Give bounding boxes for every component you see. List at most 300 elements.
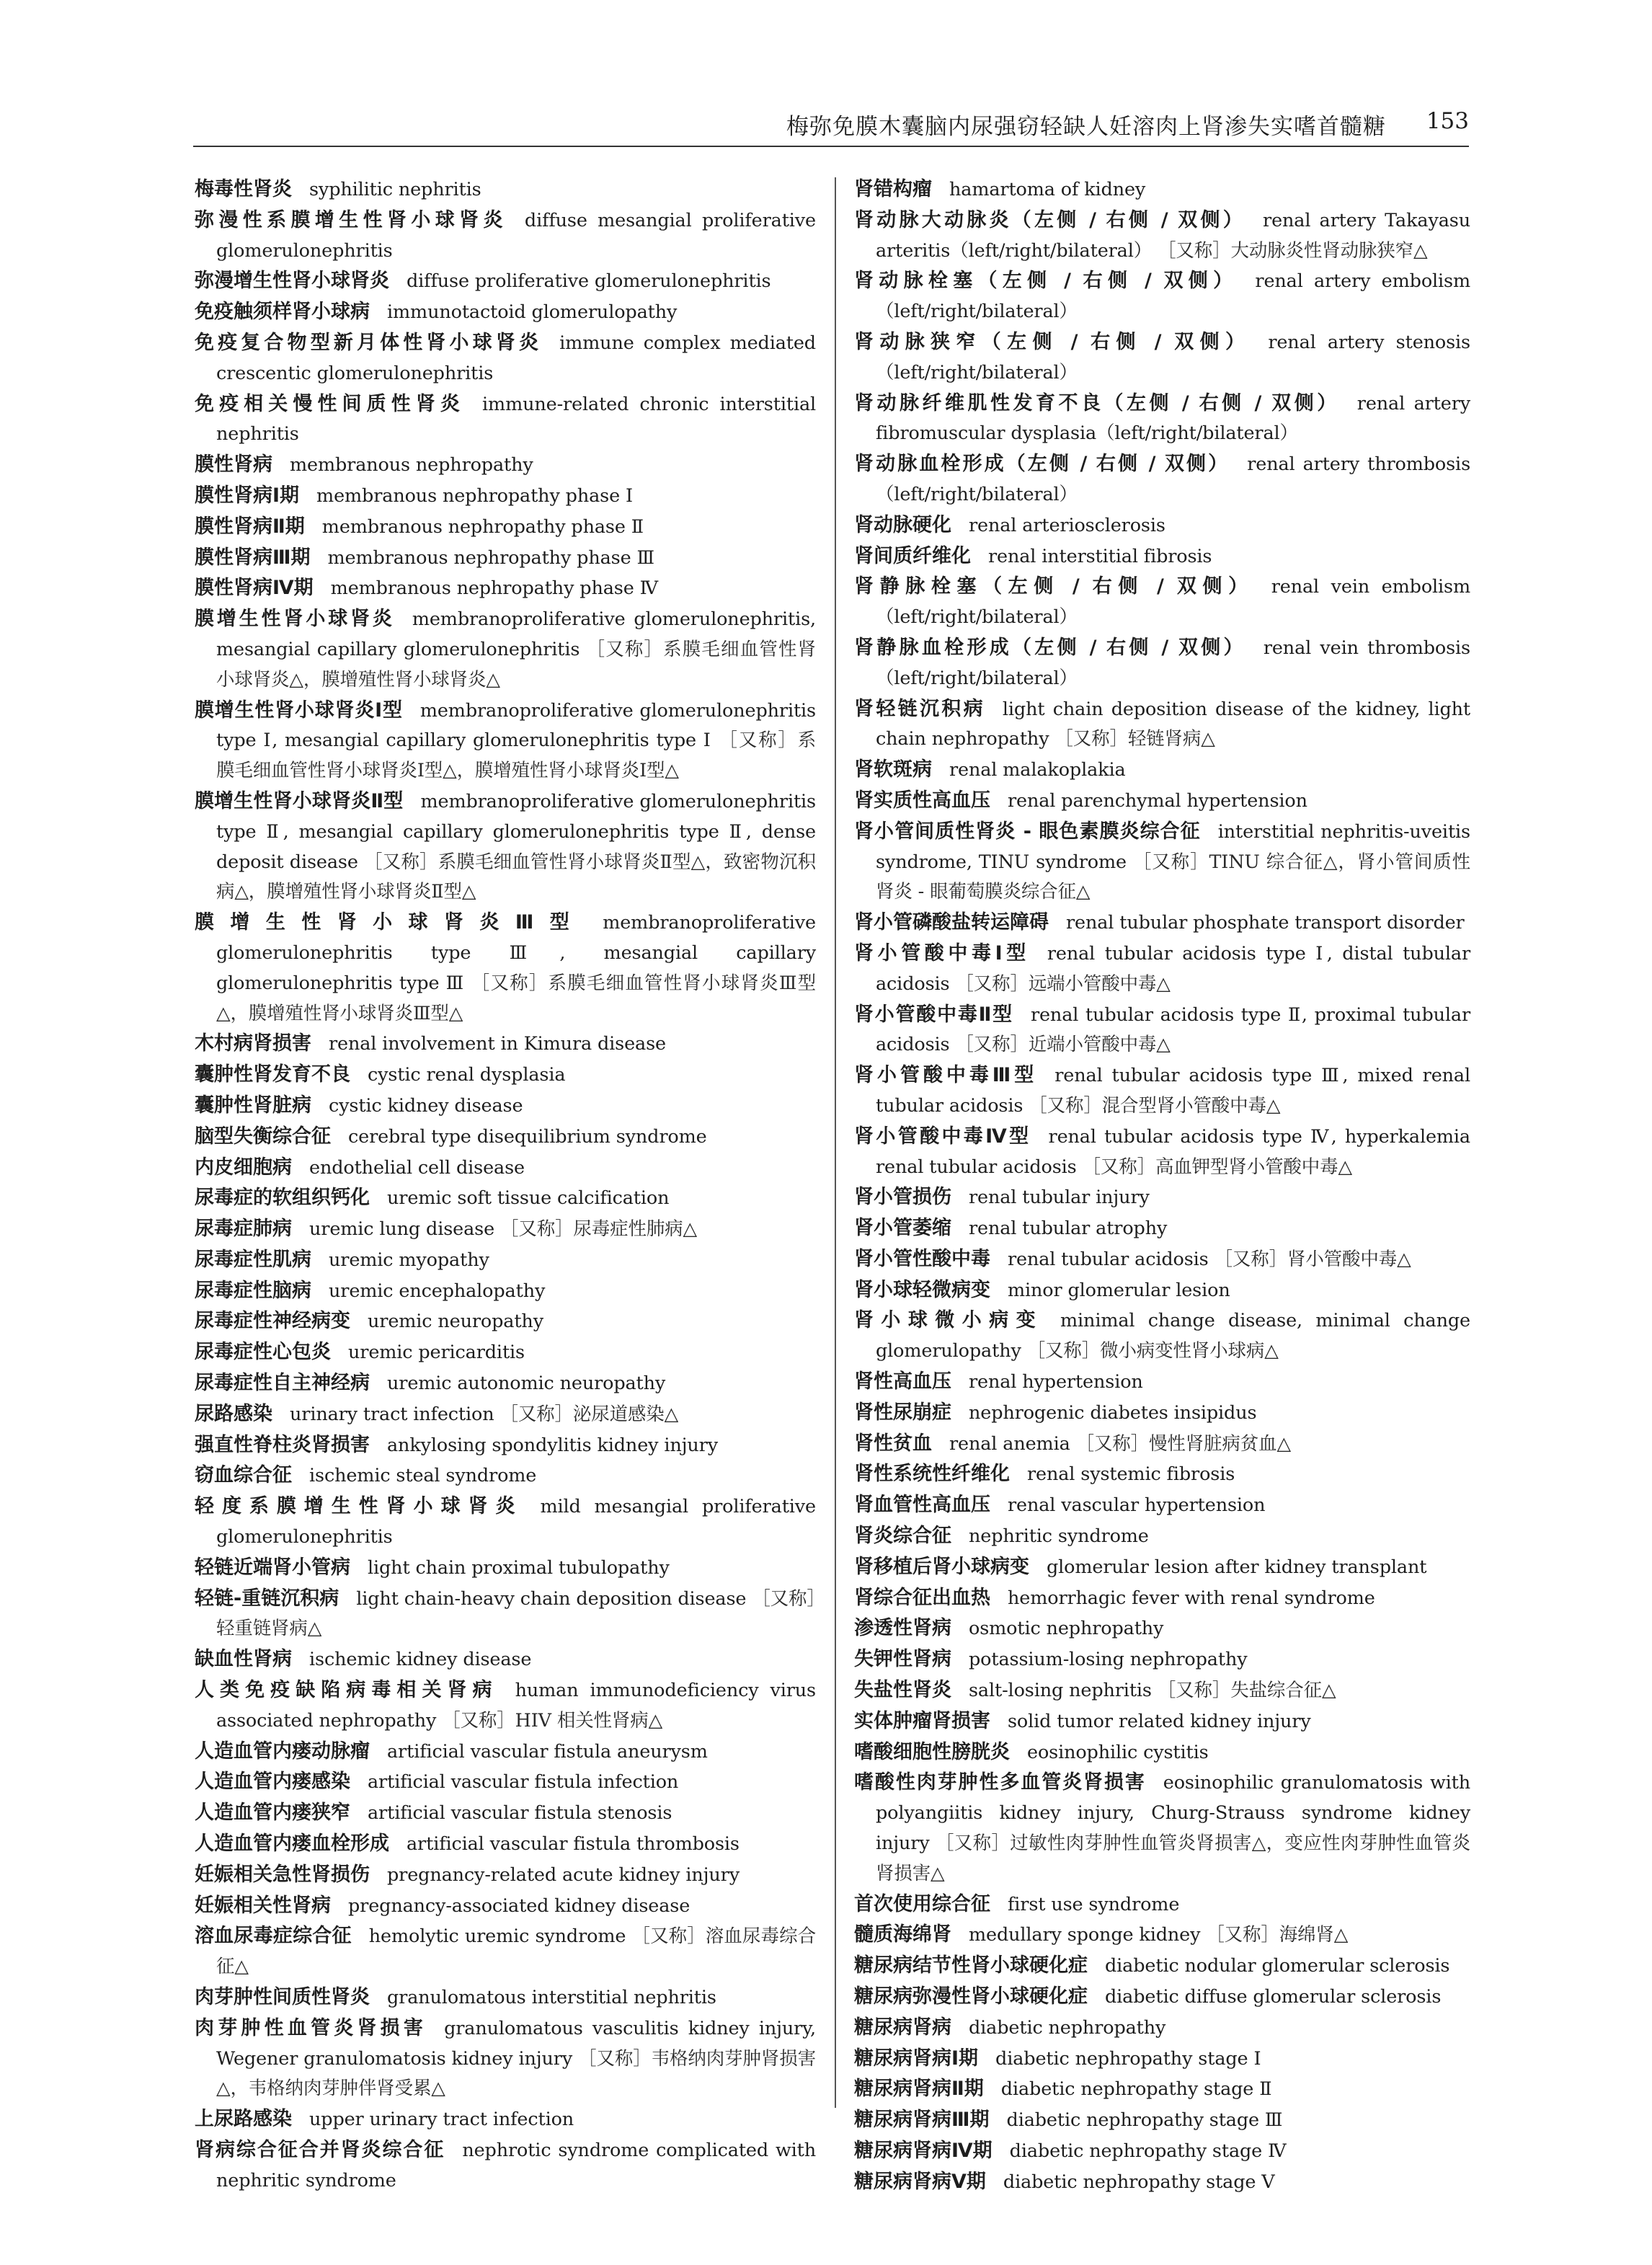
term-entry <box>854 327 1470 389</box>
term-entry <box>195 1829 816 1860</box>
term-chinese: 失钾性肾病 <box>854 1648 951 1671</box>
term-entry <box>195 450 816 481</box>
term-alias: ［又称］系膜毛细血管性肾小球肾炎Ⅱ型△，致密物沉积病△，膜增殖性肾小球肾炎Ⅱ型△ <box>216 851 816 903</box>
term-english: uremic pericarditis <box>348 1342 525 1364</box>
term-english: renal tubular atrophy <box>969 1218 1168 1240</box>
term-entry <box>195 1798 816 1829</box>
term-entry <box>854 694 1470 755</box>
term-english: uremic neuropathy <box>368 1311 543 1333</box>
term-alias: ［又称］海绵肾△ <box>1206 1924 1349 1946</box>
term-entry <box>195 1276 816 1307</box>
term-english: hemolytic uremic syndrome <box>368 1925 626 1948</box>
term-entry <box>854 1552 1470 1583</box>
term-entry <box>195 174 816 205</box>
term-chinese: 肾动脉硬化 <box>854 513 951 536</box>
term-chinese: 膜性肾病Ⅳ期 <box>195 577 314 600</box>
term-chinese: 免疫相关慢性间质性肾炎 <box>195 392 466 415</box>
term-entry <box>854 755 1470 786</box>
term-entry <box>854 1459 1470 1490</box>
term-entry <box>195 573 816 604</box>
term-english: membranoproliferative glomerulonephritis type Ⅱ, mesangial capillary glomerulonephritis type Ⅱ, dense deposit disease <box>216 790 816 873</box>
term-alias: ［又称］系膜毛细血管性肾小球肾炎Ⅰ型△，膜增殖性肾小球肾炎Ⅰ型△ <box>216 730 816 782</box>
term-english: renal hypertension <box>969 1371 1143 1393</box>
term-english: renal interstitial fibrosis <box>988 545 1212 567</box>
term-chinese: 膜增生性肾小球肾炎 <box>195 608 395 631</box>
term-entry <box>854 1644 1470 1675</box>
term-entry <box>854 1613 1470 1644</box>
term-chinese: 弥漫增生性肾小球肾炎 <box>195 270 389 293</box>
term-entry <box>195 297 816 328</box>
term-english: minimal change disease, minimal change glomerulopathy <box>876 1310 1470 1362</box>
term-entry <box>854 1706 1470 1737</box>
term-chinese: 肾实质性高血压 <box>854 789 990 812</box>
term-entry <box>854 1213 1470 1244</box>
term-english: granulomatous interstitial nephritis <box>387 1987 716 2009</box>
term-english: endothelial cell disease <box>309 1156 525 1179</box>
term-english: renal anemia <box>949 1432 1070 1455</box>
term-english: immune complex mediated crescentic glomerulonephritis <box>216 332 816 384</box>
term-alias: ［又称］近端小管酸中毒△ <box>955 1034 1171 1056</box>
term-chinese: 木村病肾损害 <box>195 1032 311 1055</box>
term-chinese: 人造血管内瘘动脉瘤 <box>195 1739 370 1763</box>
term-english: renal artery thrombosis（left/right/bilateral） <box>876 453 1470 505</box>
term-english: potassium-losing nephropathy <box>969 1649 1248 1671</box>
term-chinese: 肉芽肿性血管炎肾损害 <box>195 2016 427 2039</box>
term-entry <box>854 1060 1470 1122</box>
term-chinese: 肾综合征出血热 <box>854 1586 990 1609</box>
term-chinese: 糖尿病肾病Ⅴ期 <box>854 2170 986 2193</box>
term-chinese: 肾动脉血栓形成（左侧 / 右侧 / 双侧） <box>854 453 1230 476</box>
term-alias: ［又称］轻链肾病△ <box>1054 728 1215 750</box>
term-english: uremic myopathy <box>329 1249 489 1271</box>
term-entry <box>854 1951 1470 1982</box>
term-english: light chain deposition disease of the kidney, light chain nephropathy <box>876 698 1471 750</box>
term-chinese: 肉芽肿性间质性肾炎 <box>195 1986 370 2009</box>
term-chinese: 肾静脉栓塞（左侧 / 右侧 / 双侧） <box>854 575 1254 598</box>
term-entry <box>195 1214 816 1245</box>
term-chinese: 妊娠相关性肾病 <box>195 1894 331 1917</box>
term-english: osmotic nephropathy <box>969 1618 1164 1640</box>
term-english: renal tubular acidosis type Ⅱ, proximal tubular acidosis <box>876 1003 1470 1056</box>
term-entry <box>195 1767 816 1798</box>
term-english: membranous nephropathy phase Ⅲ <box>327 546 654 569</box>
term-english: mild mesangial proliferative glomerulonephritis <box>216 1496 816 1548</box>
term-english: diabetic nephropathy stage Ⅰ <box>995 2047 1261 2070</box>
term-entry <box>854 1398 1470 1429</box>
page-header <box>193 108 1469 144</box>
term-chinese: 弥漫性系膜增生性肾小球肾炎 <box>195 208 507 231</box>
term-chinese: 尿路感染 <box>195 1402 272 1425</box>
term-chinese: 免疫触须样肾小球病 <box>195 301 370 324</box>
term-chinese: 人造血管内瘘感染 <box>195 1770 350 1794</box>
term-english: diffuse proliferative glomerulonephritis <box>407 270 771 293</box>
term-english: renal vascular hypertension <box>1008 1494 1266 1517</box>
term-entry <box>195 328 816 389</box>
term-entry <box>195 1891 816 1922</box>
term-chinese: 妊娠相关急性肾损伤 <box>195 1863 370 1886</box>
term-chinese: 肾动脉纤维肌性发育不良（左侧 / 右侧 / 双侧） <box>854 391 1340 415</box>
term-english: ischemic kidney disease <box>309 1649 532 1671</box>
term-english: pregnancy-related acute kidney injury <box>387 1863 740 1886</box>
term-english: nephrogenic diabetes insipidus <box>969 1401 1257 1424</box>
term-chinese: 渗透性肾病 <box>854 1617 951 1640</box>
term-entry <box>195 1122 816 1153</box>
term-entry <box>854 1182 1470 1213</box>
term-english: solid tumor related kidney injury <box>1008 1710 1311 1732</box>
term-entry <box>195 1091 816 1122</box>
term-entry <box>195 2104 816 2135</box>
term-chinese: 肾小管酸中毒Ⅱ型 <box>854 1003 1013 1026</box>
term-entry <box>854 1122 1470 1183</box>
term-english: diabetic nephropathy stage Ⅴ <box>1003 2171 1275 2193</box>
term-entry <box>854 2167 1470 2198</box>
term-chinese: 肾小管磷酸盐转运障碍 <box>854 911 1049 934</box>
term-entry <box>195 1860 816 1891</box>
term-chinese: 上尿路感染 <box>195 2108 292 2131</box>
term-english: diabetic nephropathy stage Ⅱ <box>1000 2078 1272 2101</box>
term-english: light chain-heavy chain deposition disease <box>356 1587 747 1610</box>
term-chinese: 强直性脊柱炎肾损害 <box>195 1433 370 1456</box>
term-english: immunotactoid glomerulopathy <box>387 301 678 324</box>
term-english: artificial vascular fistula thrombosis <box>407 1833 740 1856</box>
term-chinese: 囊肿性肾脏病 <box>195 1094 311 1117</box>
term-chinese: 溶血尿毒症综合征 <box>195 1925 352 1948</box>
term-english: nephrotic syndrome complicated with nephritic syndrome <box>216 2140 816 2191</box>
term-chinese: 膜性肾病Ⅱ期 <box>195 515 305 538</box>
term-chinese: 轻链-重链沉积病 <box>195 1587 339 1610</box>
term-chinese: 膜性肾病 <box>195 453 272 477</box>
term-english: first use syndrome <box>1008 1893 1180 1915</box>
term-english: renal tubular acidosis type Ⅲ, mixed renal tubular acidosis <box>876 1065 1470 1117</box>
term-entry <box>854 510 1470 541</box>
term-english: renal artery fibromuscular dysplasia（left/right/bilateral） <box>876 392 1470 445</box>
term-chinese: 轻链近端肾小管病 <box>195 1556 350 1579</box>
term-english: cystic kidney disease <box>329 1094 523 1117</box>
term-english: renal malakoplakia <box>949 759 1126 781</box>
term-entry <box>854 1490 1470 1521</box>
term-chinese: 肾小管酸中毒Ⅳ型 <box>854 1125 1031 1148</box>
header-rule <box>193 146 1469 147</box>
term-entry <box>195 1245 816 1276</box>
term-english: uremic lung disease <box>309 1218 495 1241</box>
term-entry <box>195 512 816 543</box>
term-english: interstitial nephritis-uveitis syndrome, TINU syndrome <box>876 820 1470 873</box>
term-alias: ［又称］TINU 综合征△，肾小管间质性肾炎 - 眼葡萄膜炎综合征△ <box>876 851 1470 903</box>
term-chinese: 尿毒症性肌病 <box>195 1248 311 1271</box>
term-chinese: 脑型失衡综合征 <box>195 1125 331 1148</box>
term-chinese: 梅毒性肾炎 <box>195 178 292 200</box>
term-chinese: 膜增生性肾小球肾炎Ⅱ型 <box>195 789 404 812</box>
term-english: renal tubular acidosis type Ⅳ, hyperkalemia renal tubular acidosis <box>876 1125 1470 1178</box>
term-chinese: 肾小管间质性肾炎 - 眼色素膜炎综合征 <box>854 820 1201 843</box>
term-entry <box>195 604 816 695</box>
term-alias: ［又称］系膜毛细血管性肾小球肾炎Ⅲ型△，膜增殖性肾小球肾炎Ⅲ型△ <box>216 972 816 1024</box>
term-entry <box>195 2135 816 2197</box>
term-chinese: 膜性肾病Ⅲ期 <box>195 546 311 569</box>
term-chinese: 肾轻链沉积病 <box>854 697 985 720</box>
term-english: hemorrhagic fever with renal syndrome <box>1008 1587 1375 1609</box>
term-entry <box>195 1491 816 1553</box>
term-entry <box>854 174 1470 205</box>
term-entry <box>854 1244 1470 1275</box>
term-chinese: 人类免疫缺陷病毒相关肾病 <box>195 1679 498 1702</box>
term-chinese: 内皮细胞病 <box>195 1156 292 1179</box>
term-english: renal arteriosclerosis <box>969 514 1165 536</box>
term-entry <box>854 1429 1470 1460</box>
term-chinese: 尿毒症性心包炎 <box>195 1341 331 1364</box>
right-column <box>854 174 1470 2198</box>
term-alias: ［又称］轻重链肾病△ <box>216 1587 816 1640</box>
term-entry <box>195 543 816 574</box>
term-chinese: 糖尿病结节性肾小球硬化症 <box>854 1954 1088 1977</box>
term-entry <box>854 786 1470 817</box>
term-entry <box>854 266 1470 327</box>
term-entry <box>854 1768 1470 1889</box>
term-english: renal vein embolism（left/right/bilateral） <box>876 576 1470 629</box>
term-chinese: 人造血管内瘘血栓形成 <box>195 1832 389 1856</box>
term-chinese: 首次使用综合征 <box>854 1892 990 1915</box>
term-entry <box>854 1000 1470 1061</box>
term-english: renal systemic fibrosis <box>1027 1463 1235 1486</box>
term-chinese: 肾小管酸中毒Ⅰ型 <box>854 941 1030 965</box>
term-chinese: 肾错构瘤 <box>854 178 932 200</box>
term-english: renal parenchymal hypertension <box>1008 789 1307 812</box>
term-chinese: 缺血性肾病 <box>195 1648 292 1671</box>
term-chinese: 尿毒症的软组织钙化 <box>195 1187 370 1210</box>
term-english: nephritic syndrome <box>969 1525 1149 1548</box>
term-chinese: 尿毒症性脑病 <box>195 1279 311 1302</box>
term-entry <box>854 2044 1470 2075</box>
term-chinese: 肾动脉栓塞（左侧 / 右侧 / 双侧） <box>854 270 1238 293</box>
term-english: hamartoma of kidney <box>949 179 1146 200</box>
term-english: artificial vascular fistula aneurysm <box>387 1740 708 1763</box>
term-english: renal artery embolism（left/right/bilateral） <box>876 270 1470 323</box>
term-entry <box>195 1460 816 1491</box>
term-english: membranous nephropathy phase Ⅱ <box>321 515 644 538</box>
term-alias: ［又称］远端小管酸中毒△ <box>955 972 1171 995</box>
term-entry <box>854 1521 1470 1552</box>
term-chinese: 尿毒症性神经病变 <box>195 1310 350 1333</box>
term-entry <box>195 1553 816 1584</box>
term-entry <box>195 1737 816 1768</box>
term-chinese: 肾血管性高血压 <box>854 1494 990 1517</box>
term-entry <box>195 1183 816 1214</box>
term-english: membranous nephropathy <box>290 454 533 477</box>
term-english: granulomatous vasculitis kidney injury, Wegener granulomatosis kidney injury <box>216 2017 817 2070</box>
term-english: cystic renal dysplasia <box>368 1064 566 1086</box>
left-column <box>195 174 816 2197</box>
term-entry <box>854 817 1470 908</box>
term-english: renal vein thrombosis（left/right/bilateral） <box>876 637 1470 689</box>
term-alias: ［又称］溶血尿毒综合征△ <box>216 1925 816 1978</box>
term-entry <box>195 1921 816 1982</box>
term-chinese: 肾性贫血 <box>854 1432 932 1455</box>
term-english: diabetic nodular glomerular sclerosis <box>1105 1955 1450 1977</box>
term-english: uremic soft tissue calcification <box>387 1187 670 1210</box>
term-english: minor glomerular lesion <box>1008 1279 1230 1301</box>
term-english: membranoproliferative glomerulonephritis type Ⅲ, mesangial capillary glomerulonephritis type Ⅲ <box>216 912 816 994</box>
term-english: renal involvement in Kimura disease <box>329 1033 666 1055</box>
term-english: renal tubular phosphate transport disorder <box>1066 912 1465 934</box>
term-entry <box>195 1644 816 1675</box>
term-chinese: 肾炎综合征 <box>854 1525 951 1548</box>
term-alias: ［又称］系膜毛细血管性肾小球肾炎△，膜增殖性肾小球肾炎△ <box>216 638 816 691</box>
term-entry <box>195 696 816 786</box>
term-chinese: 免疫复合物型新月体性肾小球肾炎 <box>195 331 543 354</box>
term-english: diabetic nephropathy stage Ⅲ <box>1006 2109 1283 2132</box>
term-entry <box>195 1306 816 1337</box>
term-chinese: 窃血综合征 <box>195 1464 292 1487</box>
term-alias: ［又称］泌尿道感染△ <box>499 1403 679 1425</box>
term-alias: ［又称］混合型肾小管酸中毒△ <box>1029 1094 1281 1117</box>
term-entry <box>195 1982 816 2013</box>
term-chinese: 肾小球轻微病变 <box>854 1278 990 1301</box>
term-chinese: 肾小管萎缩 <box>854 1217 951 1240</box>
term-chinese: 糖尿病肾病Ⅳ期 <box>854 2140 992 2162</box>
term-entry <box>195 1060 816 1091</box>
page-number: 153 <box>1426 108 1469 134</box>
term-entry <box>195 205 816 267</box>
term-alias: ［又称］大动脉炎性肾动脉狭窄△ <box>1158 239 1428 262</box>
term-alias: ［又称］失盐综合征△ <box>1157 1680 1336 1702</box>
column-divider <box>835 177 836 2108</box>
term-alias: ［又称］HIV 相关性肾病△ <box>442 1709 663 1732</box>
term-english: membranoproliferative glomerulonephritis type Ⅰ, mesangial capillary glomerulonephritis type Ⅰ <box>216 699 816 752</box>
term-chinese: 糖尿病弥漫性肾小球硬化症 <box>854 1985 1088 2008</box>
term-entry <box>195 2013 816 2104</box>
term-chinese: 实体肿瘤肾损害 <box>854 1709 990 1732</box>
term-chinese: 糖尿病肾病Ⅰ期 <box>854 2047 979 2070</box>
term-chinese: 嗜酸细胞性膀胱炎 <box>854 1740 1010 1763</box>
term-entry <box>854 1982 1470 2013</box>
term-english: membranoproliferative glomerulonephritis, mesangial capillary glomerulonephritis <box>216 608 816 660</box>
term-chinese: 肾静脉血栓形成（左侧 / 右侧 / 双侧） <box>854 636 1246 659</box>
term-english: uremic autonomic neuropathy <box>387 1373 666 1395</box>
term-entry <box>854 449 1470 510</box>
term-chinese: 糖尿病肾病 <box>854 2016 951 2039</box>
term-chinese: 肾动脉狭窄（左侧 / 右侧 / 双侧） <box>854 330 1251 353</box>
term-english: membranous nephropathy phase Ⅰ <box>316 484 633 507</box>
term-entry <box>854 572 1470 633</box>
term-chinese: 膜增生性肾小球肾炎Ⅲ型 <box>195 911 586 934</box>
term-entry <box>195 1584 816 1645</box>
term-english: artificial vascular fistula infection <box>368 1771 679 1794</box>
term-alias: ［又称］慢性肾脏病贫血△ <box>1075 1432 1291 1455</box>
term-chinese: 膜增生性肾小球肾炎Ⅰ型 <box>195 699 403 722</box>
term-chinese: 肾小管损伤 <box>854 1186 951 1209</box>
term-english: immune-related chronic interstitial nephritis <box>216 393 817 446</box>
term-chinese: 糖尿病肾病Ⅱ期 <box>854 2078 984 2101</box>
term-chinese: 人造血管内瘘狭窄 <box>195 1801 350 1825</box>
term-alias: ［又称］高血钾型肾小管酸中毒△ <box>1082 1156 1352 1178</box>
term-entry <box>854 1889 1470 1920</box>
term-entry <box>195 1368 816 1399</box>
term-english: membranous nephropathy phase Ⅳ <box>330 577 658 600</box>
term-chinese: 肾病综合征合并肾炎综合征 <box>195 2139 445 2161</box>
term-alias: ［又称］肾小管酸中毒△ <box>1214 1248 1411 1270</box>
term-entry <box>195 1399 816 1430</box>
term-chinese: 尿毒症肺病 <box>195 1218 292 1241</box>
term-entry <box>195 1029 816 1060</box>
term-chinese: 肾性高血压 <box>854 1370 951 1393</box>
term-entry <box>854 389 1470 450</box>
term-chinese: 肾小管性酸中毒 <box>854 1247 990 1270</box>
term-entry <box>195 1337 816 1368</box>
term-english: ischemic steal syndrome <box>309 1465 537 1487</box>
term-alias: ［又称］过敏性肉芽肿性血管炎肾损害△，变应性肉芽肿性血管炎肾损害△ <box>876 1832 1470 1884</box>
term-chinese: 髓质海绵肾 <box>854 1923 951 1946</box>
term-chinese: 囊肿性肾发育不良 <box>195 1063 350 1086</box>
term-english: ankylosing spondylitis kidney injury <box>387 1434 718 1456</box>
term-english: urinary tract infection <box>290 1403 494 1425</box>
term-entry <box>854 1583 1470 1614</box>
term-entry <box>854 205 1470 267</box>
term-english: diabetic nephropathy <box>969 2016 1166 2039</box>
term-entry <box>854 633 1470 694</box>
term-entry <box>195 266 816 297</box>
term-chinese: 肾动脉大动脉炎（左侧 / 右侧 / 双侧） <box>854 208 1246 231</box>
term-english: medullary sponge kidney <box>969 1924 1201 1946</box>
term-chinese: 糖尿病肾病Ⅲ期 <box>854 2109 990 2132</box>
term-chinese: 肾移植后肾小球病变 <box>854 1555 1029 1578</box>
term-english: eosinophilic cystitis <box>1027 1741 1209 1763</box>
term-english: renal tubular injury <box>969 1187 1150 1209</box>
term-entry <box>854 908 1470 939</box>
term-entry <box>854 541 1470 572</box>
term-entry <box>195 786 816 908</box>
term-chinese: 失盐性肾炎 <box>854 1679 951 1702</box>
term-chinese: 肾性系统性纤维化 <box>854 1463 1010 1486</box>
term-entry <box>195 1153 816 1184</box>
term-english: syphilitic nephritis <box>309 179 481 200</box>
term-english: renal artery stenosis（left/right/bilateral） <box>876 331 1470 384</box>
term-chinese: 肾小管酸中毒Ⅲ型 <box>854 1064 1038 1087</box>
term-english: diffuse mesangial proliferative glomerulonephritis <box>216 209 816 262</box>
term-english: pregnancy-associated kidney disease <box>348 1894 690 1917</box>
term-entry <box>195 1430 816 1461</box>
term-alias: ［又称］尿毒症性肺病△ <box>500 1218 697 1241</box>
running-head-title: 梅弥免膜木囊脑内尿强窃轻缺人妊溶肉上肾渗失实嗜首髓糖 <box>786 114 1386 140</box>
term-english: glomerular lesion after kidney transplant <box>1047 1556 1427 1578</box>
term-chinese: 嗜酸性肉芽肿性多血管炎肾损害 <box>854 1771 1146 1794</box>
term-entry <box>854 1367 1470 1398</box>
term-alias: ［又称］韦格纳肉芽肿肾损害△，韦格纳肉芽肿伴肾受累△ <box>216 2047 816 2100</box>
term-english: renal artery Takayasu arteritis（left/right/bilateral） <box>876 209 1470 262</box>
term-entry <box>854 2105 1470 2136</box>
term-entry <box>195 389 816 451</box>
term-entry <box>195 481 816 512</box>
term-english: salt-losing nephritis <box>969 1680 1152 1702</box>
term-alias: ［又称］微小病变性肾小球病△ <box>1026 1340 1279 1362</box>
term-entry <box>854 2136 1470 2167</box>
term-english: artificial vascular fistula stenosis <box>368 1802 672 1825</box>
term-entry <box>854 1675 1470 1706</box>
term-english: cerebral type disequilibrium syndrome <box>348 1125 707 1148</box>
term-chinese: 肾软斑病 <box>854 758 932 781</box>
term-chinese: 尿毒症性自主神经病 <box>195 1372 370 1395</box>
term-english: renal tubular acidosis <box>1008 1248 1209 1270</box>
term-entry <box>854 939 1470 1000</box>
term-entry <box>854 1275 1470 1306</box>
term-chinese: 肾间质纤维化 <box>854 544 971 567</box>
term-english: human immunodeficiency virus associated nephropathy <box>216 1680 816 1732</box>
term-entry <box>195 908 816 1029</box>
term-english: uremic encephalopathy <box>329 1280 546 1302</box>
term-english: eosinophilic granulomatosis with polyangiitis kidney injury, Churg-Strauss syndrome kidney injury <box>876 1772 1471 1855</box>
term-entry <box>195 1675 816 1737</box>
term-entry <box>854 1920 1470 1951</box>
term-english: light chain proximal tubulopathy <box>368 1556 670 1579</box>
